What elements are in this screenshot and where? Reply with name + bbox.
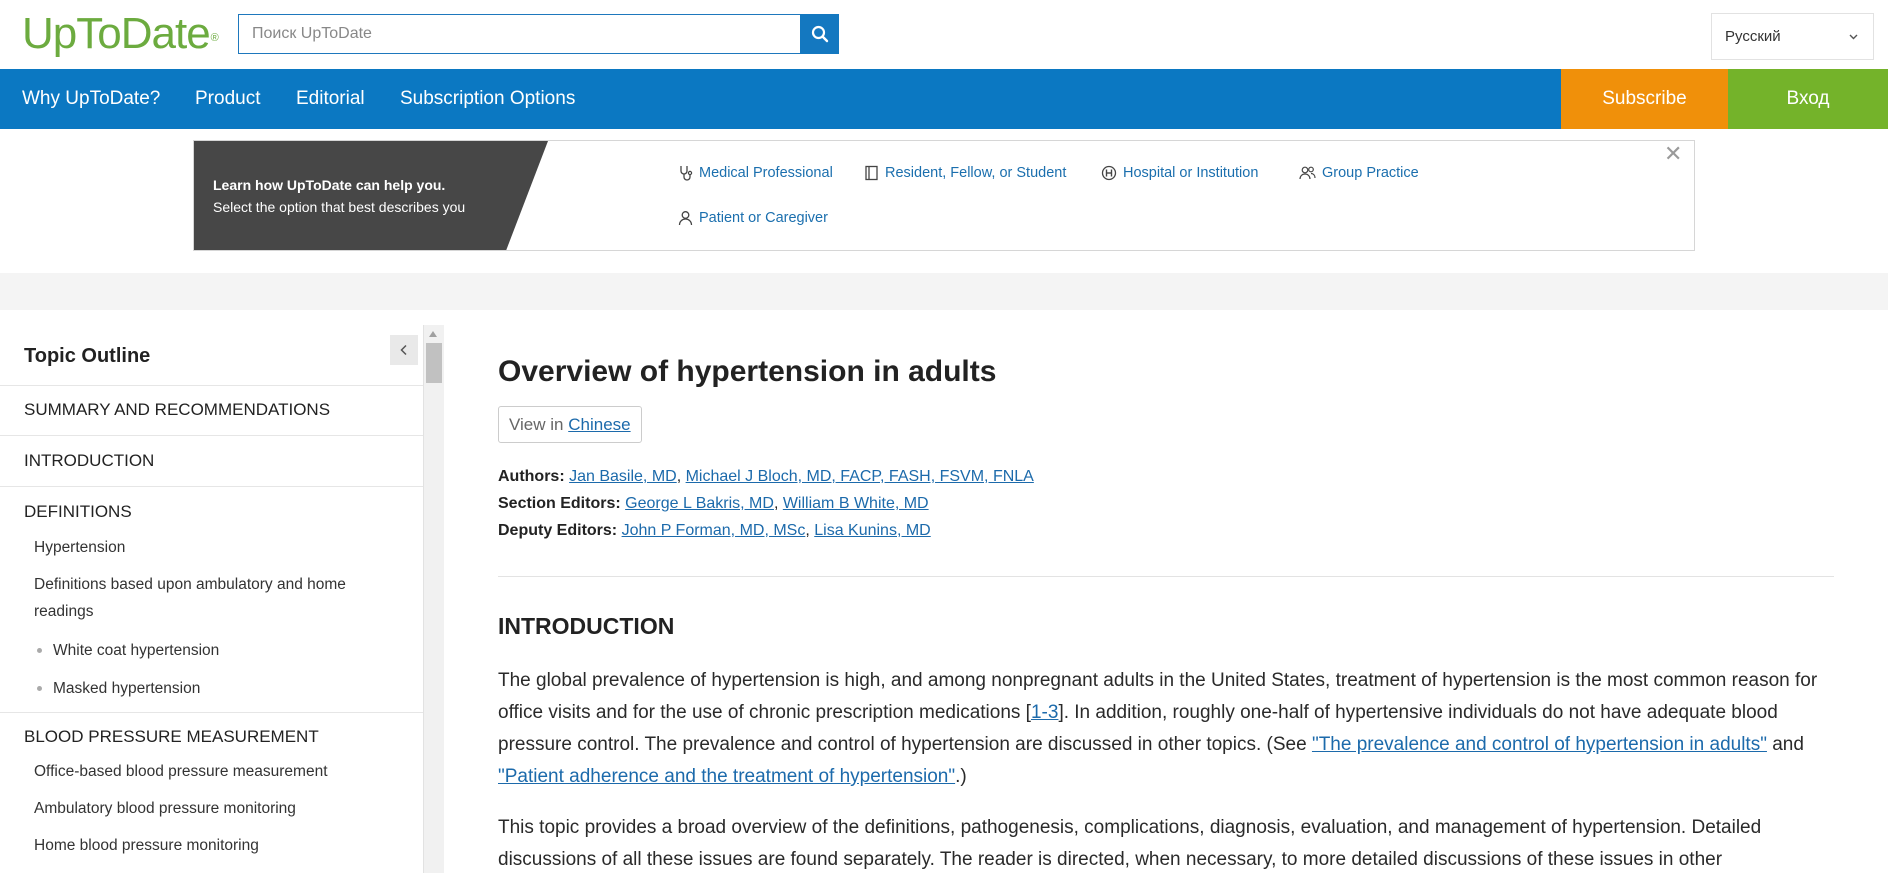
book-icon [864,165,879,181]
outline-section-bp-measurement [0,712,423,873]
author-link[interactable]: Jan Basile, MD [569,468,677,485]
login-button[interactable]: Вход [1728,69,1888,129]
nav-why-uptodate[interactable]: Why UpToDate? [22,88,161,109]
outline-section-summary [0,385,423,435]
person-icon [678,210,693,226]
topic-link-prevalence[interactable]: "The prevalence and control of hypertension in adults" [1311,734,1767,755]
search-input[interactable] [239,15,800,53]
topic-outline-heading: Topic Outline [24,345,151,367]
chevron-down-icon [1848,31,1859,42]
scrollbar-thumb[interactable] [426,343,442,383]
banner-headline: Learn how UpToDate can help you. [213,177,446,193]
option-patient-caregiver[interactable]: Patient or Caregiver [678,210,828,226]
bullet-dot [37,686,42,691]
language-value: Русский [1725,28,1781,45]
article-content [498,325,1834,873]
outline-link-hypertension[interactable]: Hypertension [34,539,126,556]
topic-outline-sidebar [0,325,424,873]
section-heading-introduction: INTRODUCTION [498,613,675,639]
nav-subscription-options[interactable]: Subscription Options [400,88,576,109]
page-divider-strip [0,273,1888,310]
option-group-practice[interactable]: Group Practice [1299,165,1419,181]
bullet-dot [37,648,42,653]
scroll-up-arrow-icon[interactable] [429,331,437,337]
subscribe-button[interactable]: Subscribe [1561,69,1728,129]
outline-link-home-bp[interactable]: Home blood pressure monitoring [34,837,259,854]
outline-section-definitions [0,486,423,712]
outline-scrollbar[interactable] [424,325,444,873]
intro-paragraph-2: This topic provides a broad overview of the definitions, pathogenesis, complications, diagnosis, evaluation, and management of hypertension. Detailed discussions of all these issues are found separately. The reader is directed, when necessary, to more detailed discussions of these issues in other [498,817,1762,870]
outline-link-bp-measurement[interactable]: BLOOD PRESSURE MEASUREMENT [24,727,319,746]
deputy-editor-link[interactable]: John P Forman, MD, MSc [621,522,806,539]
main-nav [0,69,1888,129]
divider [498,576,1834,577]
section-editor-link[interactable]: William B White, MD [782,495,929,512]
top-header [0,0,1888,69]
search-box [238,14,800,54]
authors-line: Authors: Jan Basile, MD, Michael J Bloch, MD, FACP, FASH, FSVM, FNLA [498,468,1034,485]
search-icon [811,25,829,43]
reference-link[interactable]: 1-3 [1030,702,1059,723]
search-button[interactable] [800,14,839,54]
outline-link-office-bp[interactable]: Office-based blood pressure measurement [34,763,328,780]
topic-link-adherence[interactable]: "Patient adherence and the treatment of hypertension" [498,766,956,787]
view-in-language-box: View in Chinese [498,406,642,443]
option-medical-professional[interactable]: Medical Professional [678,165,833,181]
outline-link-introduction[interactable]: INTRODUCTION [24,451,155,470]
nav-product[interactable]: Product [195,88,261,109]
intro-paragraph-1: The global prevalence of hypertension is high, and among nonpregnant adults in the United States, treatment of hypertension is the most common reason for office visits and for the use of chronic prescription medications [1-3]. In addition, roughly one-half of hypertensive individuals do not have adequate blood pressure control. The prevalence and control of hypertension are discussed in other topics. (See "The prevalence and control of hypertension in adults" and "Patient adherence and the treatment of hypertension".) [498,670,1818,787]
outline-link-white-coat-hypertension[interactable]: White coat hypertension [53,642,220,659]
page-title: Overview of hypertension in adults [498,355,997,388]
section-editors-line: Section Editors: George L Bakris, MD, William B White, MD [498,495,929,512]
option-hospital-institution[interactable]: Hospital or Institution [1101,165,1258,181]
outline-link-ambulatory-bp[interactable]: Ambulatory blood pressure monitoring [34,800,296,817]
outline-link-masked-hypertension[interactable]: Masked hypertension [53,680,201,697]
banner-subtext: Select the option that best describes you [213,199,466,215]
deputy-editor-link[interactable]: Lisa Kunins, MD [814,522,931,539]
author-link[interactable]: Michael J Bloch, MD, FACP, FASH, FSVM, FNLA [685,468,1034,485]
collapse-outline-button[interactable] [390,335,418,365]
nav-editorial[interactable]: Editorial [296,88,365,109]
outline-link-definitions[interactable]: DEFINITIONS [24,502,132,521]
chevron-left-icon [399,344,409,356]
view-in-chinese-link[interactable]: Chinese [568,415,631,434]
outline-section-introduction [0,435,423,486]
outline-link-ambulatory-home-definitions[interactable]: Definitions based upon ambulatory and home readings [34,576,346,620]
hospital-icon [1101,165,1117,181]
language-select[interactable] [1711,13,1874,60]
deputy-editors-line: Deputy Editors: John P Forman, MD, MSc, Lisa Kunins, MD [498,522,931,539]
section-editor-link[interactable]: George L Bakris, MD [625,495,774,512]
banner-intro-panel [194,141,548,251]
uptodate-logo[interactable]: UpToDate® [22,9,218,58]
stethoscope-icon [678,165,693,181]
outline-link-summary[interactable]: SUMMARY AND RECOMMENDATIONS [24,400,331,419]
option-resident-fellow-student[interactable]: Resident, Fellow, or Student [864,165,1066,181]
group-icon [1299,165,1316,181]
audience-banner [193,140,1695,251]
close-icon[interactable]: ✕ [1664,141,1683,166]
